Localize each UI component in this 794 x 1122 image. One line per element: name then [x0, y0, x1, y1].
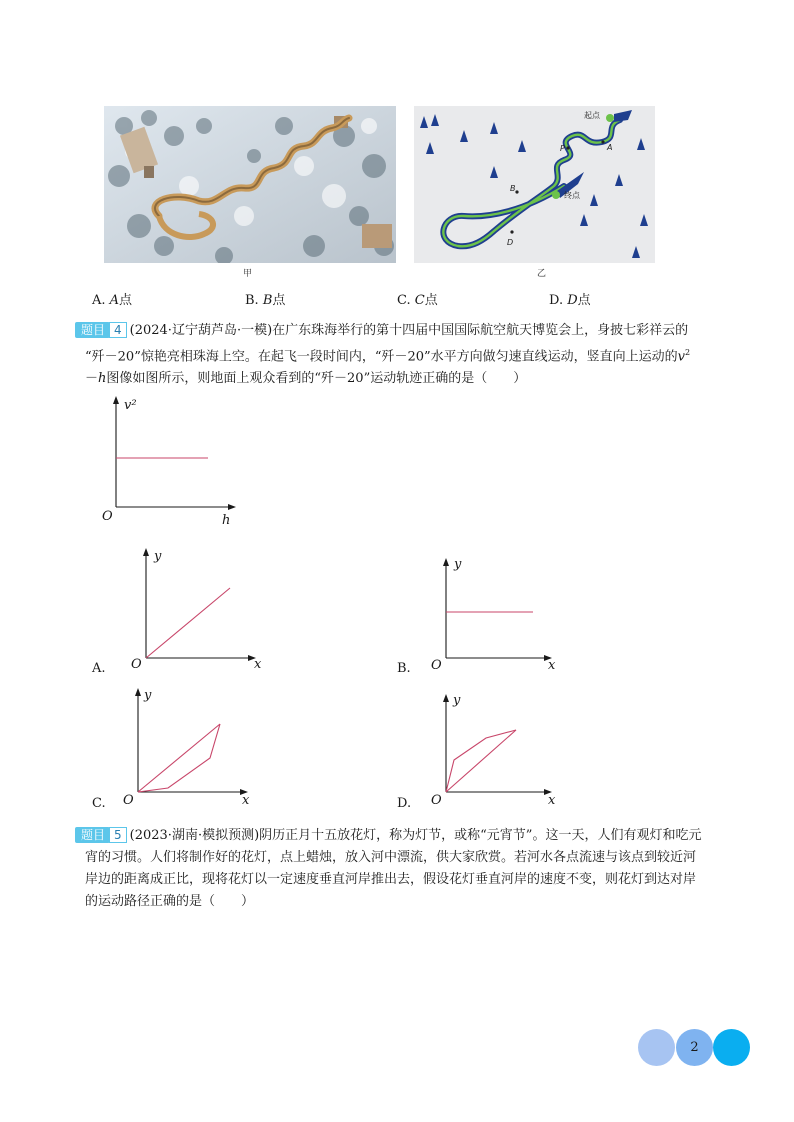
q4-source: (2024·辽宁葫芦岛·一模): [129, 323, 273, 338]
y-label: y: [453, 693, 461, 708]
option-letter: A.: [92, 293, 110, 308]
q3-option-b[interactable]: [245, 289, 285, 308]
x-label: x: [548, 658, 556, 673]
page-circle-right: [713, 1029, 750, 1066]
page-number-badge: [676, 1029, 713, 1066]
q4-var-v: v: [677, 349, 686, 365]
q5-source: (2023·湖南·模拟预测): [129, 828, 260, 843]
option-var: B: [262, 293, 273, 308]
choice-c-label[interactable]: C.: [92, 796, 106, 811]
y-label: y: [154, 549, 162, 564]
track-diagram: [414, 106, 655, 263]
caption-left: 甲: [243, 269, 253, 279]
option-var: C: [414, 293, 425, 308]
option-var: D: [567, 293, 578, 308]
choice-b-graph[interactable]: [426, 554, 576, 674]
q4-text-2: “歼－20”惊艳亮相珠海上空。在起飞一段时间内，“歼－20”水平方向做匀速直线运动，竖直向上运动的: [85, 349, 678, 365]
label-d: D: [507, 238, 514, 247]
q4-number: 4: [109, 322, 127, 338]
x-label: x: [242, 793, 250, 808]
label-p: P: [560, 144, 565, 153]
q4-text-1: 在广东珠海举行的第十四届中国国际航空航天博览会上，身披七彩祥云的: [272, 323, 689, 338]
q5-text-1: 阴历正月十五放花灯，称为灯节，或称“元宵节”。这一天，人们有观灯和吃元: [259, 828, 702, 843]
q5-line-4: 的运动路径正确的是（ ）: [85, 894, 255, 909]
option-letter: B.: [245, 293, 263, 308]
ski-track-photo-image: [104, 106, 396, 263]
q5-line-1: [75, 825, 715, 847]
origin-label: O: [431, 793, 442, 808]
q5-text: [75, 825, 715, 913]
y-arrow-icon: [443, 558, 449, 566]
q5-number: 5: [109, 827, 127, 843]
choice-a-graph[interactable]: [126, 544, 276, 674]
origin-label: O: [131, 657, 142, 672]
option-suffix: 点: [272, 293, 286, 308]
option-letter: C.: [397, 293, 415, 308]
y-label: y: [144, 688, 152, 703]
ski-track-photo: [104, 106, 396, 263]
y-label: v²: [124, 398, 137, 413]
label-end: 终点: [564, 191, 580, 200]
q4-dash: －: [85, 371, 99, 387]
y-arrow-icon: [135, 688, 141, 696]
trajectory-straight: [138, 724, 220, 792]
caption-right: 乙: [537, 269, 547, 279]
choice-a-label[interactable]: A.: [92, 661, 106, 676]
page-number: 2: [690, 1040, 699, 1055]
x-label: x: [548, 793, 556, 808]
choice-b-label[interactable]: B.: [397, 661, 411, 676]
option-letter: D.: [549, 293, 568, 308]
y-label: y: [454, 557, 462, 572]
v2-h-graph: [96, 392, 246, 532]
page-circle-left: [638, 1029, 675, 1066]
y-arrow-icon: [443, 694, 449, 702]
end-point-marker: [552, 191, 560, 199]
option-suffix: 点: [119, 293, 133, 308]
trajectory-line: [146, 588, 230, 658]
q3-option-d[interactable]: [549, 289, 591, 308]
q4-text: [75, 320, 715, 390]
choice-c-graph[interactable]: [118, 684, 268, 808]
label-a: A: [607, 143, 613, 152]
q4-line-2: [75, 342, 715, 368]
origin-label: O: [123, 793, 134, 808]
q3-option-c[interactable]: [397, 289, 438, 308]
q3-option-a[interactable]: [92, 289, 132, 308]
x-label: h: [222, 513, 231, 528]
q4-tag: 题目: [75, 322, 110, 338]
origin-label: O: [102, 509, 113, 524]
q4-sup: 2: [685, 348, 691, 357]
choice-d-graph[interactable]: [426, 690, 576, 808]
x-label: x: [254, 657, 262, 672]
q5-line-3: 岸边的距离成正比，现将花灯以一定速度垂直河岸推出去，假设花灯垂直河岸的速度不变，则花灯到达对岸: [85, 872, 697, 887]
track-diagram-svg: [414, 106, 655, 263]
option-suffix: 点: [577, 293, 591, 308]
y-arrow-icon: [143, 548, 149, 556]
q4-line-1: [75, 320, 715, 342]
q5-line-2: 宵的习惯。人们将制作好的花灯，点上蜡烛，放入河中漂流，供大家欣赏。若河水各点流速与该点到较近河: [85, 850, 697, 865]
q5-tag: 题目: [75, 827, 110, 843]
label-b: B: [510, 184, 516, 193]
option-var: A: [109, 293, 120, 308]
option-suffix: 点: [424, 293, 438, 308]
q4-text-3: 图像如图所示，则地面上观众看到的“歼－20”运动轨迹正确的是（ ）: [106, 371, 527, 387]
q4-var-h: h: [98, 371, 107, 387]
label-start: 起点: [584, 111, 600, 120]
x-arrow-icon: [228, 504, 236, 510]
origin-label: O: [431, 658, 442, 673]
start-point-marker: [606, 114, 614, 122]
tree-icons: [420, 114, 648, 258]
choice-d-label[interactable]: D.: [397, 796, 412, 811]
trajectory-straight: [446, 730, 516, 792]
q4-line-3: [75, 368, 715, 390]
start-building: [614, 110, 632, 122]
y-arrow-icon: [113, 396, 119, 404]
